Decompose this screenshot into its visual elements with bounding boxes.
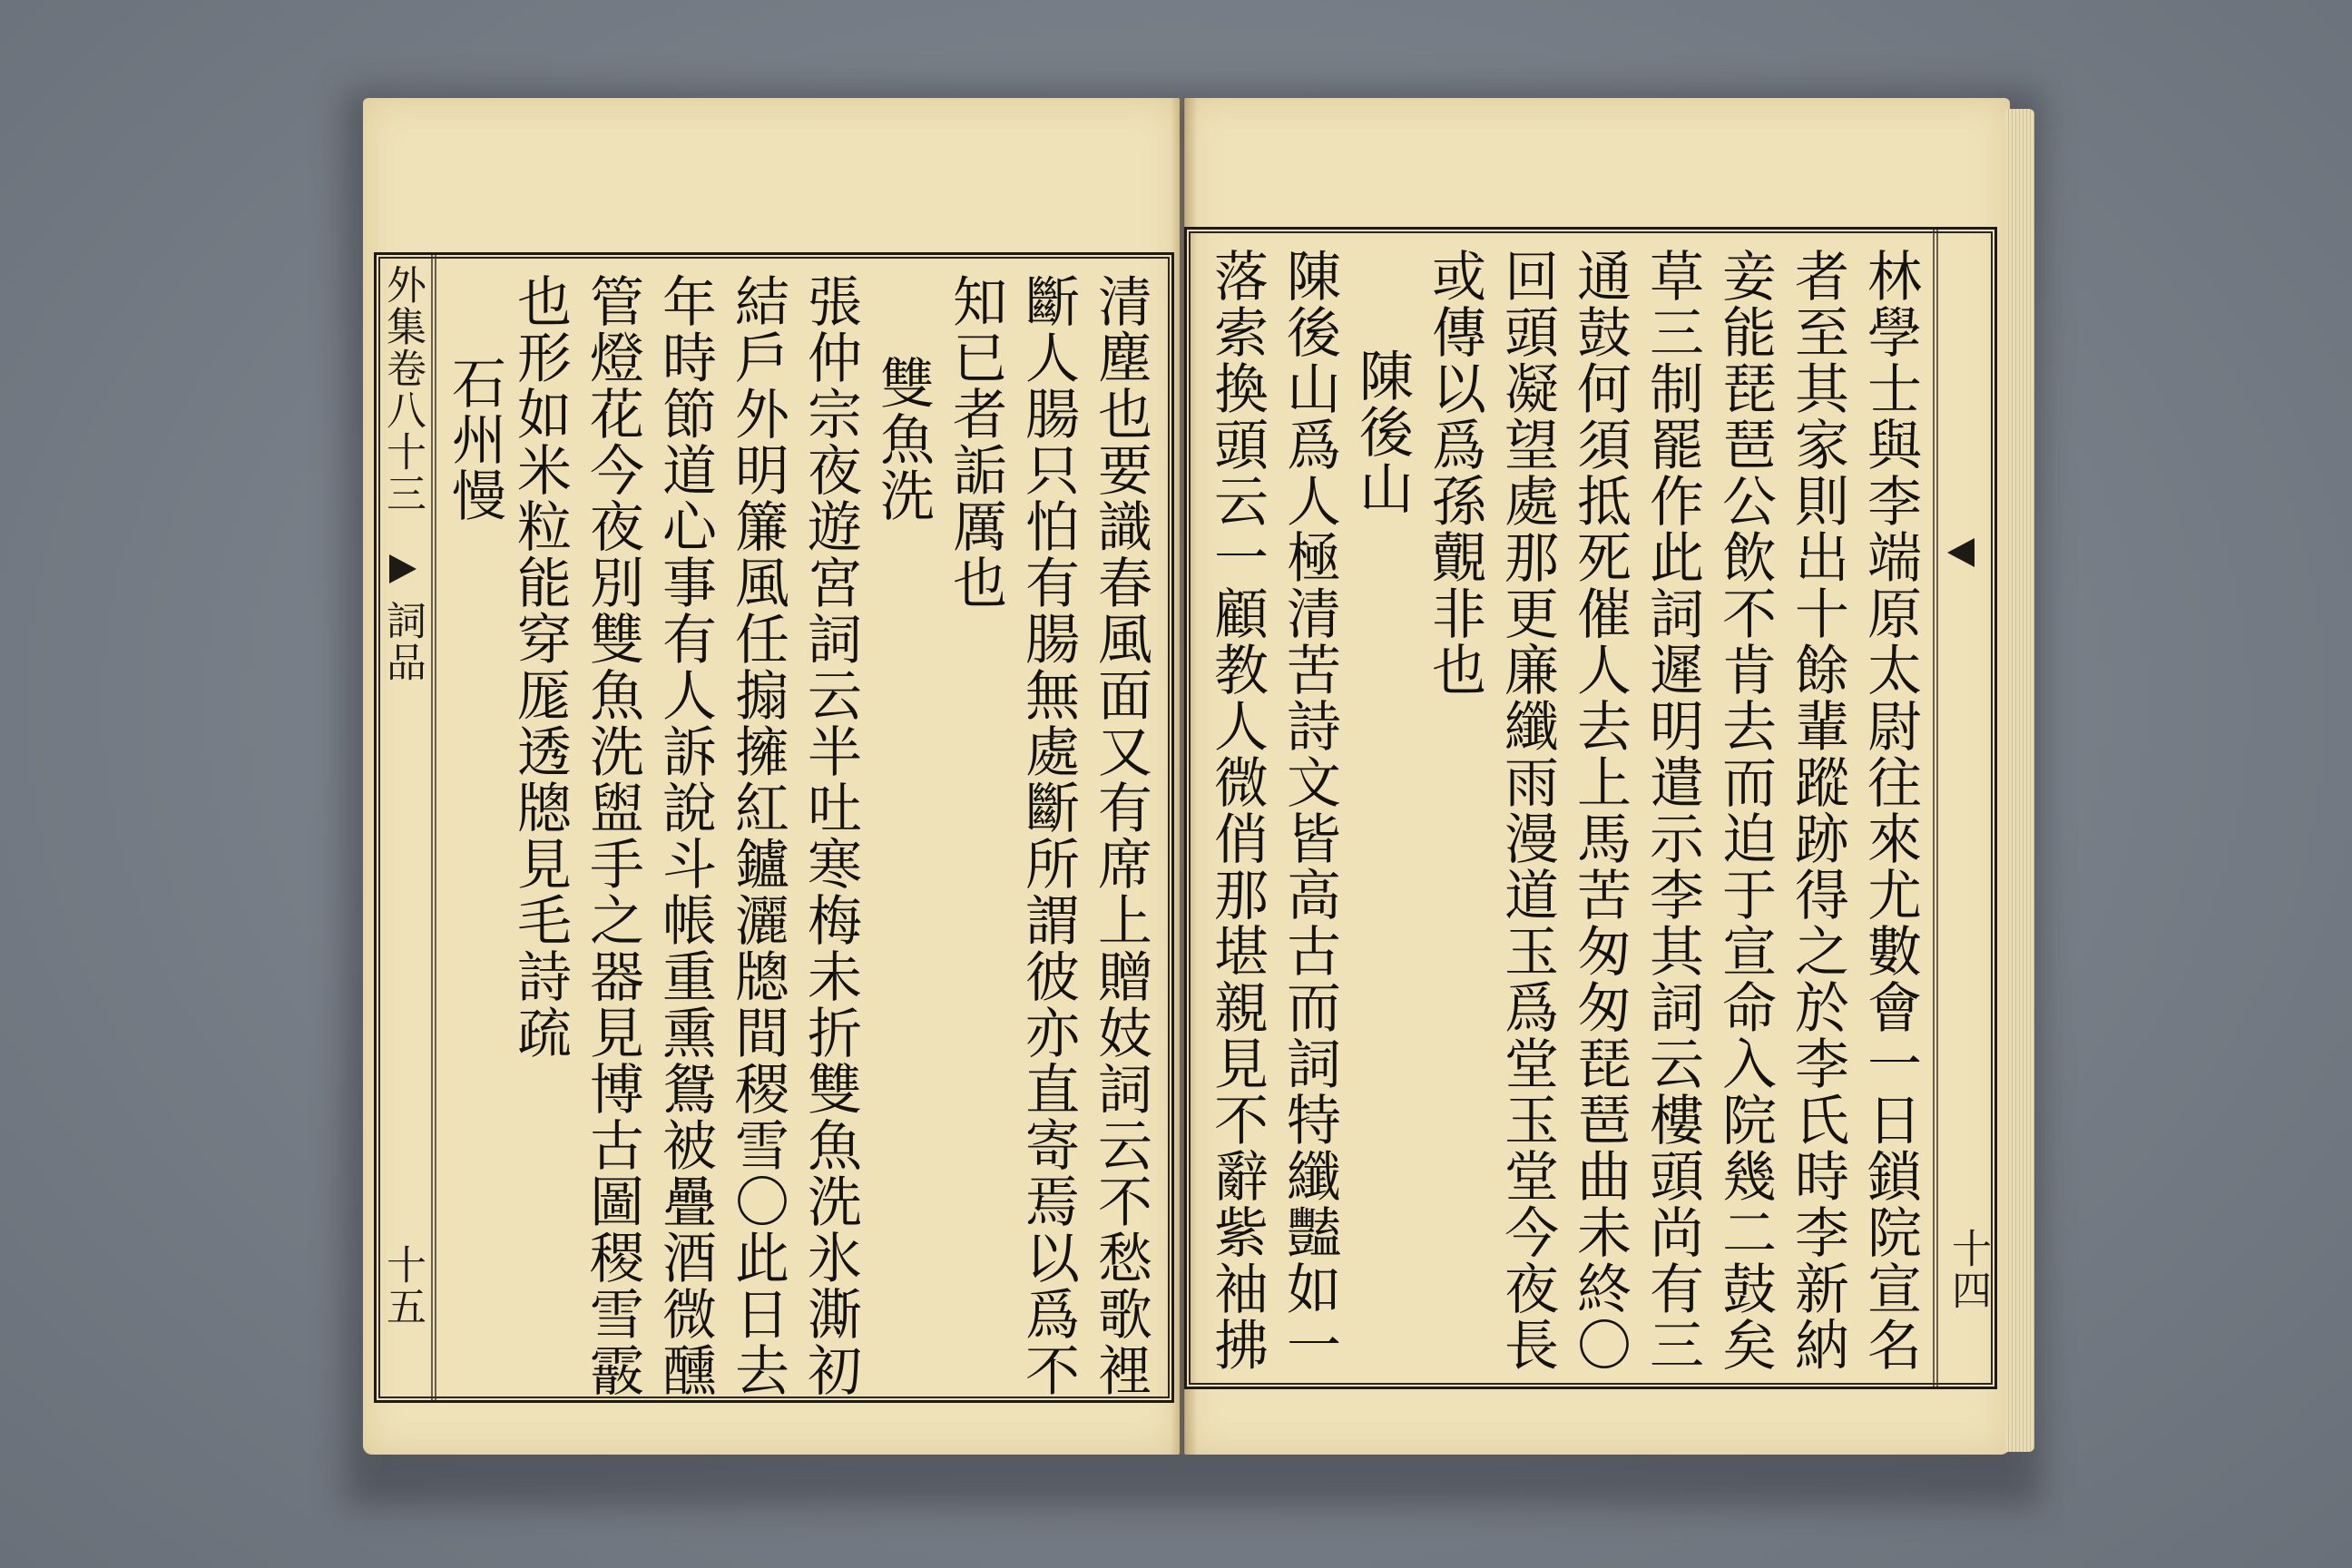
fish-tail-mark-icon [1947, 538, 1975, 567]
margin-divider-inner [1933, 230, 1935, 1387]
text-column-4: 草三制罷作此詞遲明遣示李其詞云樓頭尚有三 [1641, 248, 1704, 1373]
text-column-3: 知已者詬厲也 [944, 273, 1007, 611]
text-column-2: 者至其家則出十餘輩蹤跡得之於李氏時李新納 [1786, 248, 1849, 1373]
margin-divider-inner [435, 255, 436, 1400]
margin-divider [431, 255, 433, 1400]
page-edges [2005, 109, 2034, 1452]
text-column-9: 也形如米粒能穿厖透牕見毛詩疏 [508, 273, 572, 1061]
text-column-3: 妾能琵琶公飲不肯去而迫于宣命入院幾二鼓矣 [1713, 248, 1777, 1373]
page-number: 十四 [1945, 1228, 1991, 1311]
margin-label-volume: 外集卷八十三 [379, 264, 426, 514]
text-column-5: 張仲宗夜遊宮詞云半吐寒梅未折雙魚洗氷澌初 [799, 273, 862, 1398]
left-text-frame [374, 252, 1174, 1403]
text-column-8: 管燈花今夜別雙魚洗盥手之器見博古圖稷雪霰 [581, 273, 644, 1398]
text-column-9: 陳後山爲人極清苦詩文皆高古而詞特纖豔如一 [1278, 248, 1341, 1373]
section-heading-chenhoushan: 陳後山 [1350, 348, 1414, 516]
text-column-6: 回頭凝望處那更廉纖雨漫道玉爲堂玉堂今夜長 [1495, 248, 1559, 1373]
text-column-7: 年時節道心事有人訴說斗帳重熏鴛被疊酒微醺 [653, 273, 717, 1398]
right-text-frame [1184, 227, 1997, 1389]
margin-label-page-number: 十五 [379, 1244, 426, 1328]
text-column-5: 通鼓何須抵死催人去上馬苦匆匆琵琶曲未終〇 [1568, 248, 1632, 1373]
margin-label-section: 詞品 [379, 600, 426, 683]
text-column-10: 落索換頭云一顧教人微俏那堪親見不辭紫袖拂 [1205, 248, 1269, 1373]
text-column-7: 或傳以爲孫覿非也 [1423, 248, 1486, 698]
section-heading-shizhouman: 石州慢 [443, 355, 506, 524]
text-column-2: 斷人腸只怕有腸無處斷所謂彼亦直寄焉以爲不 [1016, 273, 1080, 1398]
text-column-1: 清塵也要識春風面又有席上贈妓詞云不愁歌裡 [1089, 273, 1152, 1398]
margin-divider [1936, 230, 1938, 1387]
text-column-6: 結戶外明簾風任搧擁紅鑪灑牕間稷雪〇此日去 [726, 273, 789, 1398]
section-heading-shuangyuxi: 雙魚洗 [871, 355, 935, 524]
fish-tail-mark-icon [389, 554, 416, 583]
text-column-1: 林學士與李端原太尉往來尤數會一日鎖院宣名 [1858, 248, 1922, 1373]
